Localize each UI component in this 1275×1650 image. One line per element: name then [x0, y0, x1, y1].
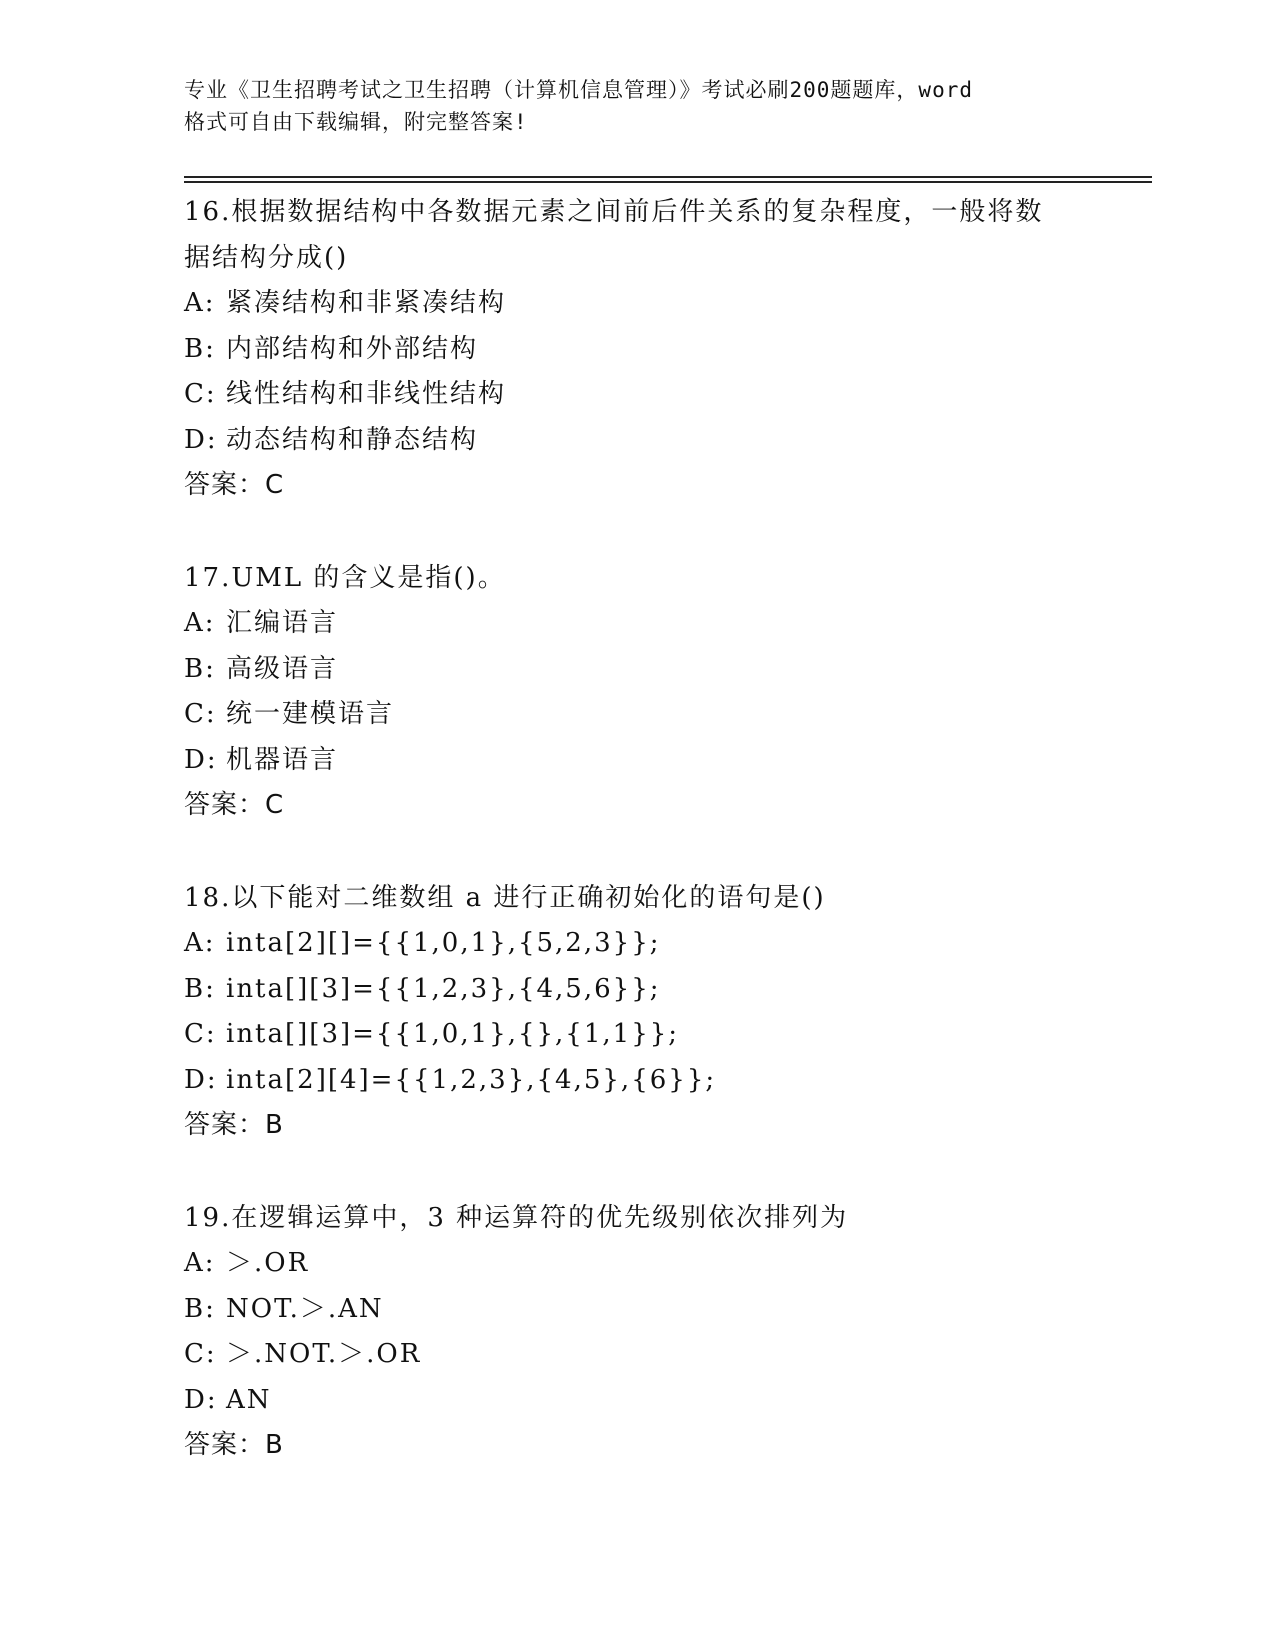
- option-key: A:: [184, 288, 216, 318]
- option-text: 动态结构和静态结构: [226, 424, 479, 455]
- option-key: B:: [184, 973, 216, 1004]
- option-b: [184, 327, 1084, 373]
- option-key: C:: [184, 1339, 217, 1369]
- option-text: 机器语言: [226, 744, 339, 775]
- option-text: NOT.＞.AN: [226, 1293, 384, 1324]
- question-16: [184, 190, 1084, 509]
- option-c: [184, 1012, 1084, 1058]
- option-text: inta[][3]={{1,2,3},{4,5,6}};: [226, 973, 661, 1004]
- option-a: [184, 601, 1084, 647]
- answer-line: 答案：C: [184, 790, 285, 820]
- option-key: A:: [184, 1248, 216, 1278]
- option-d: [184, 1058, 1084, 1104]
- question-19: [184, 1196, 1084, 1469]
- option-text: ＞.OR: [226, 1248, 310, 1278]
- question-18: [184, 876, 1084, 1149]
- option-text: 统一建模语言: [226, 699, 395, 729]
- option-text: 紧凑结构和非紧凑结构: [226, 288, 507, 318]
- option-b: [184, 967, 1084, 1013]
- option-d: [184, 738, 1084, 784]
- answer-line: 答案：C: [184, 470, 285, 500]
- option-text: inta[2][4]={{1,2,3},{4,5},{6}};: [226, 1064, 717, 1095]
- question-stem: 16.根据数据结构中各数据元素之间前后件关系的复杂程度，一般将数: [184, 197, 1044, 227]
- option-key: C:: [184, 1019, 217, 1049]
- header-title-line-1: 专业《卫生招聘考试之卫生招聘（计算机信息管理）》考试必刷200题题库，word: [184, 78, 973, 102]
- option-a: [184, 921, 1084, 967]
- option-b: [184, 647, 1084, 693]
- option-d: [184, 418, 1084, 464]
- option-key: D:: [184, 1064, 218, 1095]
- question-list: [184, 190, 1084, 1516]
- option-text: inta[][3]={{1,0,1},{},{1,1}};: [226, 1019, 680, 1049]
- option-text: 内部结构和外部结构: [226, 333, 479, 364]
- option-text: 线性结构和非线性结构: [226, 379, 507, 409]
- option-key: C:: [184, 379, 217, 409]
- option-key: B:: [184, 1293, 216, 1324]
- answer-line: 答案：B: [184, 1430, 284, 1460]
- question-stem: 18.以下能对二维数组 a 进行正确初始化的语句是(): [184, 882, 826, 913]
- option-key: A:: [184, 928, 216, 958]
- option-c: [184, 692, 1084, 738]
- question-17: [184, 556, 1084, 829]
- option-key: B:: [184, 653, 216, 684]
- option-key: A:: [184, 608, 216, 638]
- option-d: [184, 1378, 1084, 1424]
- question-stem-continued: 据结构分成(): [184, 242, 349, 273]
- option-c: [184, 1332, 1084, 1378]
- option-key: D:: [184, 1384, 218, 1415]
- option-key: D:: [184, 424, 218, 455]
- option-a: [184, 281, 1084, 327]
- question-stem: 19.在逻辑运算中，3 种运算符的优先级别依次排列为: [184, 1202, 849, 1233]
- header-divider-bottom: [184, 181, 1152, 183]
- question-stem: 17.UML 的含义是指()。: [184, 562, 506, 593]
- option-b: [184, 1287, 1084, 1333]
- option-key: B:: [184, 333, 216, 364]
- document-header: [184, 74, 1084, 138]
- option-text: 高级语言: [226, 653, 339, 684]
- option-key: C:: [184, 699, 217, 729]
- option-c: [184, 372, 1084, 418]
- answer-line: 答案：B: [184, 1110, 284, 1140]
- header-divider-top: [184, 176, 1152, 178]
- option-key: D:: [184, 744, 218, 775]
- option-text: ＞.NOT.＞.OR: [226, 1339, 422, 1369]
- header-title-line-2: 格式可自由下载编辑，附完整答案!: [184, 110, 528, 134]
- option-a: [184, 1241, 1084, 1287]
- option-text: AN: [226, 1384, 272, 1415]
- option-text: inta[2][]={{1,0,1},{5,2,3}};: [226, 928, 661, 958]
- option-text: 汇编语言: [226, 608, 339, 638]
